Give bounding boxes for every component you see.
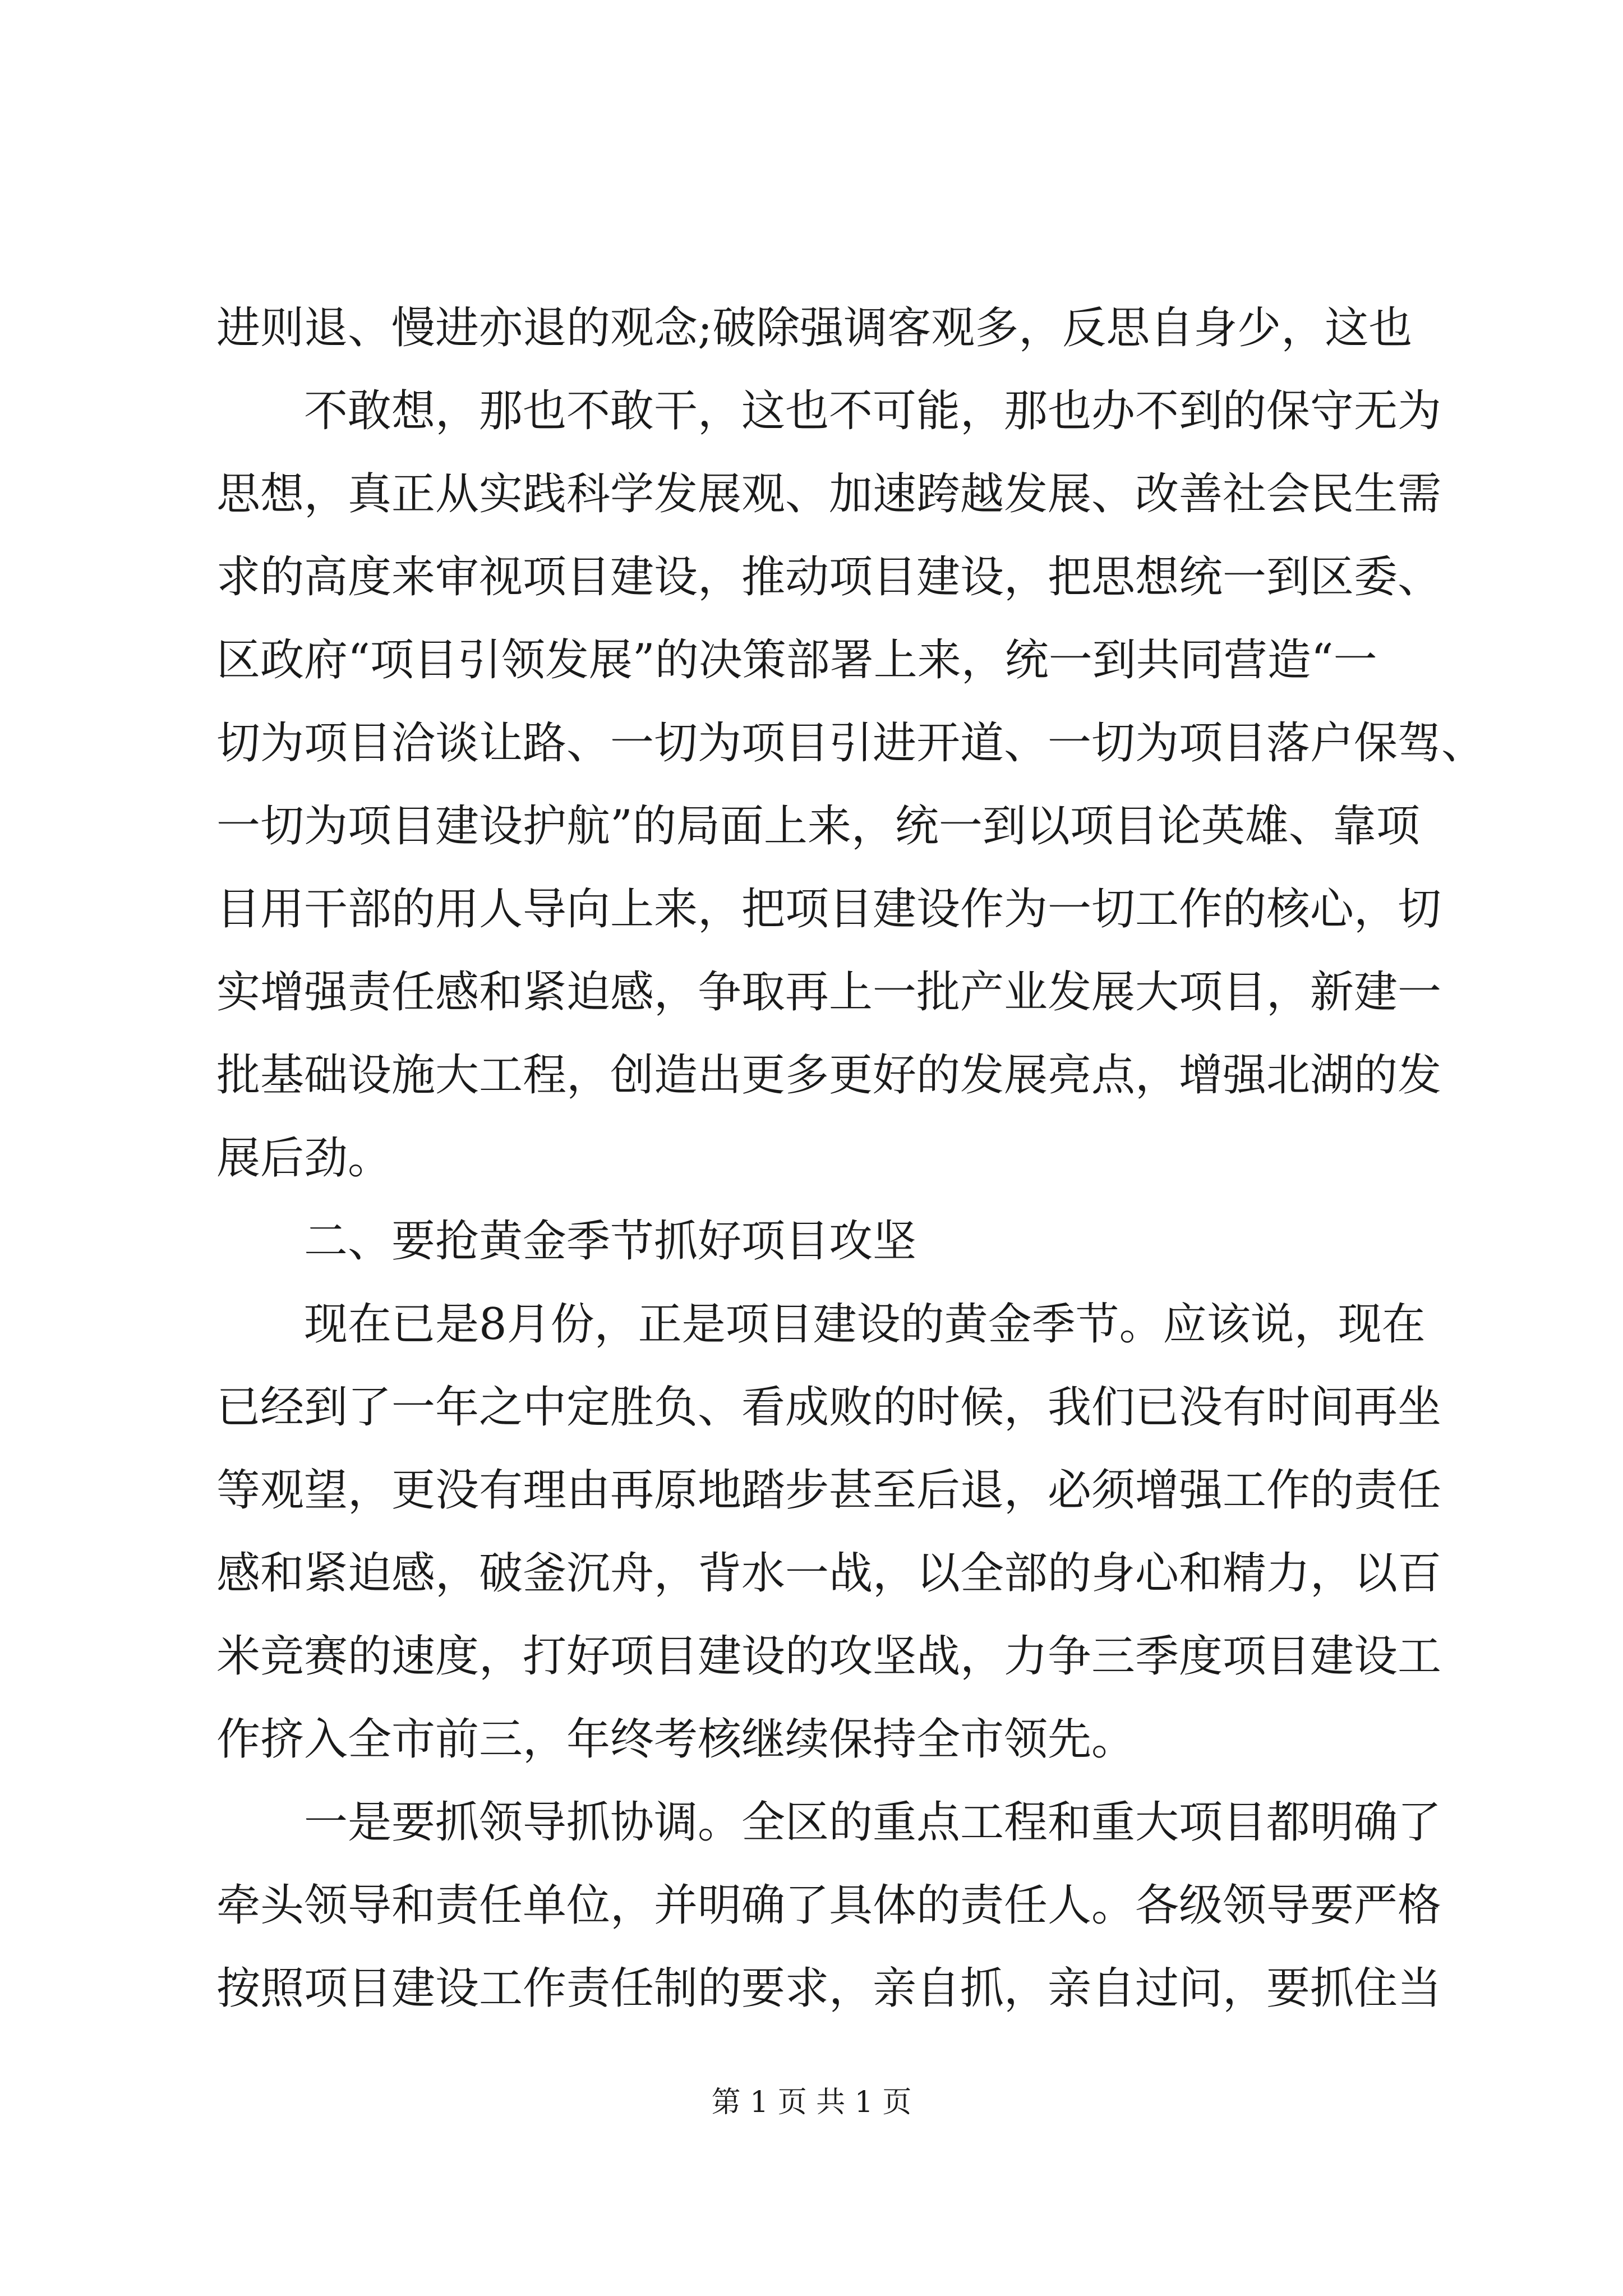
page-footer: 第 1 页 共 1 页: [711, 2086, 912, 2119]
body-line: 作挤入全市前三，年终考核继续保持全市领先。: [216, 1714, 1136, 1765]
body-line: 不敢想，那也不敢干，这也不可能，那也办不到的保守无为: [304, 386, 1442, 436]
body-line: 目用干部的用人导向上来，把项目建设作为一切工作的核心，切: [216, 884, 1442, 935]
body-line: 求的高度来审视项目建设，推动项目建设，把思想统一到区委、: [216, 552, 1442, 602]
body-line: 展后劲。: [216, 1133, 392, 1184]
body-line: 进则退、慢进亦退的观念;破除强调客观多，反思自身少，这也: [216, 303, 1413, 353]
body-line: 一切为项目建设护航”的局面上来，统一到以项目论英雄、靠项: [216, 801, 1420, 852]
body-line: 一是要抓领导抓协调。全区的重点工程和重大项目都明确了: [304, 1797, 1442, 1848]
body-line: 等观望，更没有理由再原地踏步甚至后退，必须增强工作的责任: [216, 1465, 1442, 1516]
body-line: 实增强责任感和紧迫感，争取再上一批产业发展大项目，新建一: [216, 967, 1442, 1018]
body-line: 已经到了一年之中定胜负、看成败的时候，我们已没有时间再坐: [216, 1382, 1442, 1433]
body-line: 切为项目洽谈让路、一切为项目引进开道、一切为项目落户保驾、: [216, 718, 1486, 769]
body-line: 区政府“项目引领发展”的决策部署上来，统一到共同营造“一: [216, 635, 1377, 685]
body-line: 现在已是8月份，正是项目建设的黄金季节。应该说，现在: [304, 1299, 1426, 1350]
section-heading: 二、要抢黄金季节抓好项目攻坚: [304, 1216, 917, 1267]
body-line: 批基础设施大工程，创造出更多更好的发展亮点，增强北湖的发: [216, 1050, 1442, 1101]
body-line: 感和紧迫感，破釜沉舟，背水一战，以全部的身心和精力，以百: [216, 1548, 1442, 1599]
body-line: 思想，真正从实践科学发展观、加速跨越发展、改善社会民生需: [216, 469, 1442, 519]
body-line: 按照项目建设工作责任制的要求，亲自抓，亲自过问，要抓住当: [216, 1963, 1442, 2014]
body-line: 米竞赛的速度，打好项目建设的攻坚战，力争三季度项目建设工: [216, 1631, 1442, 1682]
body-line: 牵头领导和责任单位，并明确了具体的责任人。各级领导要严格: [216, 1880, 1442, 1931]
